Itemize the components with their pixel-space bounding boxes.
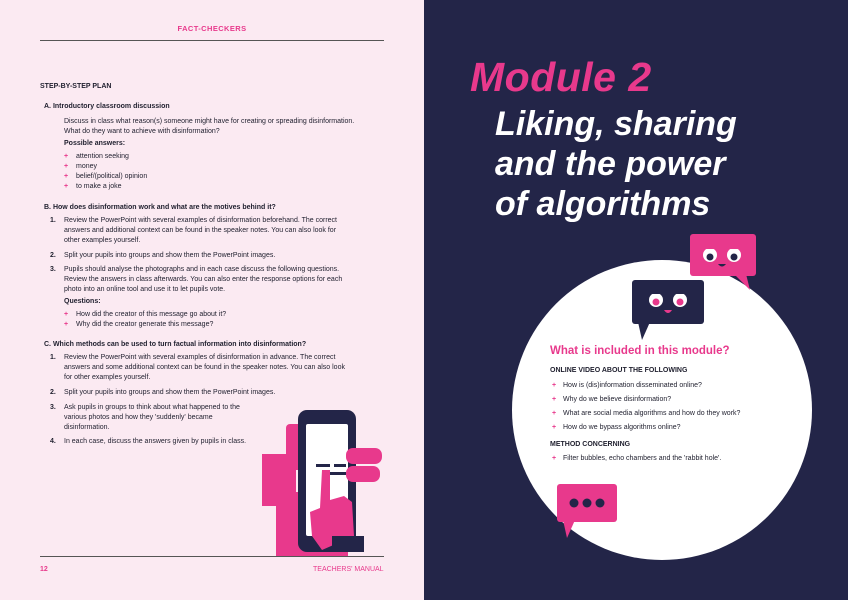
answer-item: money [76, 163, 98, 170]
step-text: Pupils should analyse the photographs and in each case discuss the following questions. [64, 266, 340, 273]
step-text: answers and some additional context can be found in the speaker notes. You can also look [64, 364, 345, 371]
step-text: Split your pupils into groups and show them the PowerPoint images. [64, 252, 276, 259]
part-c-title: C. Which methods can be used to turn factual information into disinformation? [44, 341, 307, 348]
video-heading: ONLINE VIDEO ABOUT THE FOLLOWING [550, 367, 688, 374]
step-number: 3. [50, 266, 56, 273]
step-text: Ask pupils in groups to think about what happened to the [64, 404, 240, 411]
questions-label: Questions: [64, 298, 101, 305]
step-text: other examples yourself. [64, 237, 141, 244]
method-item: Filter bubbles, echo chambers and the 'rabbit hole'. [563, 455, 722, 462]
navy-speech-bubble-face-icon [632, 280, 708, 344]
part-a-body-line-2: What do they want to achieve with disinformation? [64, 128, 220, 135]
step-text: In each case, discuss the answers given by pupils in class. [64, 438, 247, 445]
running-header: FACT-CHECKERS [177, 24, 247, 33]
step-text: Review the answers in class afterwards. You can also enter the response options for each [64, 276, 343, 283]
video-item: How do we bypass algorithms online? [563, 424, 681, 431]
question-item: Why did the creator generate this message? [76, 321, 214, 328]
video-item: How is (dis)information disseminated online? [563, 382, 702, 389]
step-text: various photos and how they 'suddenly' became [64, 414, 213, 421]
section-title: STEP-BY-STEP PLAN [40, 83, 112, 90]
part-a-body-line-1: Discuss in class what reason(s) someone might have for creating or spreading disinformation. [64, 118, 355, 125]
answer-item: attention seeking [76, 153, 129, 160]
step-text: Review the PowerPoint with several examples of disinformation in advance. The correct [64, 354, 336, 361]
part-b-title: B. How does disinformation work and what are the motives behind it? [44, 204, 276, 211]
module-label: Module 2 [470, 54, 652, 100]
page-number: 12 [40, 566, 48, 573]
video-item: What are social media algorithms and how do they work? [563, 410, 741, 417]
step-text: disinformation. [64, 424, 110, 431]
footer-rule [40, 556, 384, 557]
step-number: 4. [50, 438, 56, 445]
part-a-title: A. Introductory classroom discussion [44, 103, 170, 110]
module-title-line-1: Liking, sharing [495, 105, 737, 143]
method-heading: METHOD CONCERNING [550, 441, 631, 448]
included-heading: What is included in this module? [550, 345, 730, 357]
step-number: 2. [50, 389, 56, 396]
possible-answers-label: Possible answers: [64, 140, 126, 147]
step-number: 1. [50, 217, 56, 224]
phone-hand-illustration [262, 408, 386, 556]
typing-speech-bubble-icon [557, 484, 619, 542]
module-title-line-2: and the power [495, 145, 726, 183]
step-text: answers and additional context can be found in the speaker notes. You can also look for [64, 227, 337, 234]
footer-label: TEACHERS' MANUAL [313, 566, 384, 573]
question-item: How did the creator of this message go about it? [76, 311, 227, 318]
step-number: 1. [50, 354, 56, 361]
step-number: 3. [50, 404, 56, 411]
video-item: Why do we believe disinformation? [563, 396, 672, 403]
step-text: for other examples yourself. [64, 374, 151, 381]
answer-item: belief/(political) opinion [76, 173, 148, 180]
header-rule [40, 40, 384, 41]
answer-item: to make a joke [76, 183, 122, 190]
step-text: Review the PowerPoint with several examples of disinformation beforehand. The correct [64, 217, 338, 224]
module-title-line-3: of algorithms [495, 185, 711, 223]
step-text: Split your pupils into groups and show them the PowerPoint images. [64, 389, 276, 396]
step-text: photo into an online tool and use it to let pupils vote. [64, 286, 226, 293]
step-number: 2. [50, 252, 56, 259]
